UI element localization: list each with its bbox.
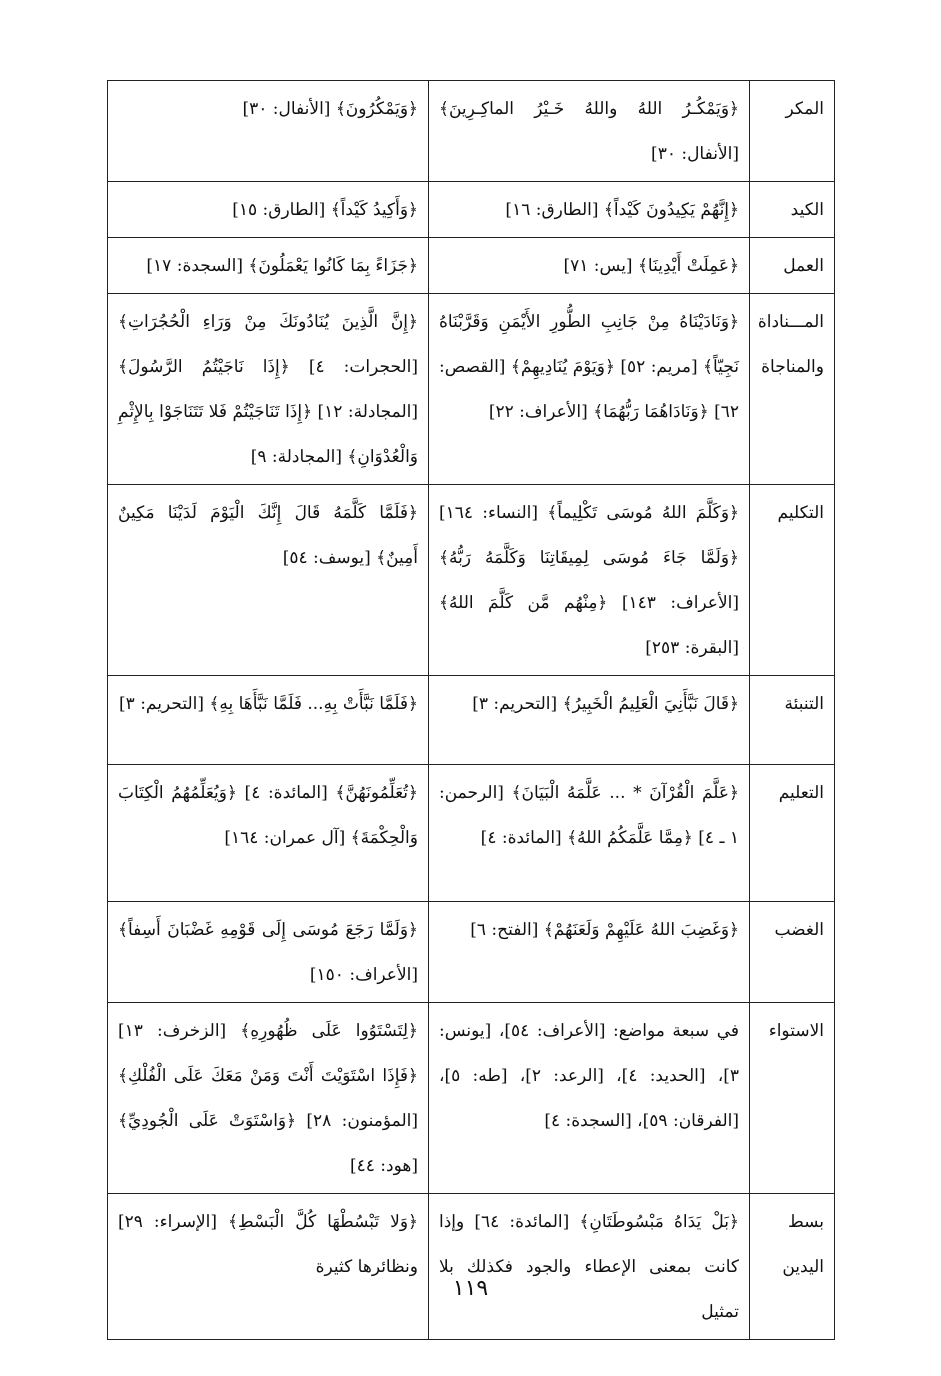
term-cell: التعليم [750,765,835,902]
term-cell: الاستواء [750,1003,835,1194]
term-cell: التنبئة [750,676,835,765]
divine-usage-cell: ﴿وَنَادَيْنَاهُ مِنْ جَانِبِ الطُّورِ الأَيْمَنِ وَقَرَّبْنَاهُ نَجِيّاً﴾ [مريم: ٥٢] ﴿وَيَوْمَ يُنَادِيهِمْ﴾ [القصص: ٦٢] ﴿وَنَادَاهُمَا رَبُّهُمَا﴾ [الأعراف: ٢٢] [429,294,750,485]
divine-usage-cell: ﴿عَمِلَتْ أَيْدِينَا﴾ [يس: ٧١] [429,238,750,294]
table-row [108,485,835,676]
creature-usage-cell: ﴿تُعَلِّمُونَهُنَّ﴾ [المائدة: ٤] ﴿وَيُعَلِّمُهُمُ الْكِتَابَ وَالْحِكْمَةَ﴾ [آل عمران: ١٦٤] [108,765,429,902]
divine-usage-cell: ﴿بَلْ يَدَاهُ مَبْسُوطَتَانِ﴾ [المائدة: ٦٤] وإذا كانت بمعنى الإعطاء والجود فكذلك بلا تمثيل [429,1194,750,1340]
divine-usage-cell: في سبعة مواضع: [الأعراف: ٥٤]، [يونس: ٣]، [الحديد: ٤]، [الرعد: ٢]، [طه: ٥]، [الفرقان: ٥٩]، [السجدة: ٤] [429,1003,750,1194]
table-row [108,676,835,765]
creature-usage-cell: ﴿وَلا تَبْسُطْهَا كُلَّ الْبَسْطِ﴾ [الإسراء: ٢٩] ونظائرها كثيرة [108,1194,429,1340]
page-number: ١١٩ [452,1276,489,1301]
term-cell: المـــناداة والمناجاة [750,294,835,485]
divine-usage-cell: ﴿وَيَمْكُـرُ اللهُ واللهُ خَـيْرُ الماكِـرِينَ﴾ [الأنفال: ٣٠] [429,81,750,182]
divine-usage-cell: ﴿إِنَّهُمْ يَكِيدُونَ كَيْداً﴾ [الطارق: ١٦] [429,182,750,238]
divine-usage-cell: ﴿وَغَضِبَ اللهُ عَلَيْهِمْ وَلَعَنَهُمْ﴾ [الفتح: ٦] [429,902,750,1003]
term-cell: العمل [750,238,835,294]
table-row [108,294,835,485]
attributes-comparison-table [107,80,835,1340]
table-row [108,1003,835,1194]
creature-usage-cell: ﴿وَلَمَّا رَجَعَ مُوسَى إِلَى قَوْمِهِ غَضْبَانَ أَسِفاً﴾ [الأعراف: ١٥٠] [108,902,429,1003]
table-row [108,182,835,238]
creature-usage-cell: ﴿فَلَمَّا نَبَّأَتْ بِهِ... فَلَمَّا نَبَّأَهَا بِهِ﴾ [التحريم: ٣] [108,676,429,765]
table-row [108,238,835,294]
divine-usage-cell: ﴿عَلَّمَ الْقُرْآنَ * ... عَلَّمَهُ الْبَيَانَ﴾ [الرحمن: ١ ـ ٤] ﴿مِمَّا عَلَّمَكُمُ اللهُ﴾ [المائدة: ٤] [429,765,750,902]
table-row [108,765,835,902]
term-cell: التكليم [750,485,835,676]
term-cell: الغضب [750,902,835,1003]
creature-usage-cell: ﴿جَزَاءً بِمَا كَانُوا يَعْمَلُونَ﴾ [السجدة: ١٧] [108,238,429,294]
creature-usage-cell: ﴿إِنَّ الَّذِينَ يُنَادُونَكَ مِنْ وَرَاءِ الْحُجُرَاتِ﴾ [الحجرات: ٤] ﴿إِذَا نَاجَيْتُمُ الرَّسُولَ﴾ [المجادلة: ١٢] ﴿إِذَا تَنَاجَيْتُمْ فَلا تَتَنَاجَوْا بِالإِثْمِ وَالْعُدْوَانِ﴾ [المجادلة: ٩] [108,294,429,485]
creature-usage-cell: ﴿فَلَمَّا كَلَّمَهُ قَالَ إِنَّكَ الْيَوْمَ لَدَيْنَا مَكِينٌ أَمِينٌ﴾ [يوسف: ٥٤] [108,485,429,676]
table-row [108,81,835,182]
creature-usage-cell: ﴿وَأَكِيدُ كَيْداً﴾ [الطارق: ١٥] [108,182,429,238]
creature-usage-cell: ﴿لِتَسْتَوُوا عَلَى ظُهُورِهِ﴾ [الزخرف: ١٣] ﴿فَإِذَا اسْتَوَيْتَ أَنْتَ وَمَنْ مَعَكَ عَلَى الْفُلْكِ﴾ [المؤمنون: ٢٨] ﴿وَاسْتَوَتْ عَلَى الْجُودِيِّ﴾ [هود: ٤٤] [108,1003,429,1194]
term-cell: الكيد [750,182,835,238]
divine-usage-cell: ﴿قَالَ نَبَّأَنِيَ الْعَلِيمُ الْخَبِيرُ﴾ [التحريم: ٣] [429,676,750,765]
term-cell: المكر [750,81,835,182]
divine-usage-cell: ﴿وَكَلَّمَ اللهُ مُوسَى تَكْلِيماً﴾ [النساء: ١٦٤] ﴿وَلَمَّا جَاءَ مُوسَى لِمِيقَاتِنَا وَكَلَّمَهُ رَبُّهُ﴾ [الأعراف: ١٤٣] ﴿مِنْهُم مَّن كَلَّمَ اللهُ﴾ [البقرة: ٢٥٣] [429,485,750,676]
table-row [108,902,835,1003]
creature-usage-cell: ﴿وَيَمْكُرُونَ﴾ [الأنفال: ٣٠] [108,81,429,182]
term-cell: بسط اليدين [750,1194,835,1340]
table-row [108,1194,835,1340]
